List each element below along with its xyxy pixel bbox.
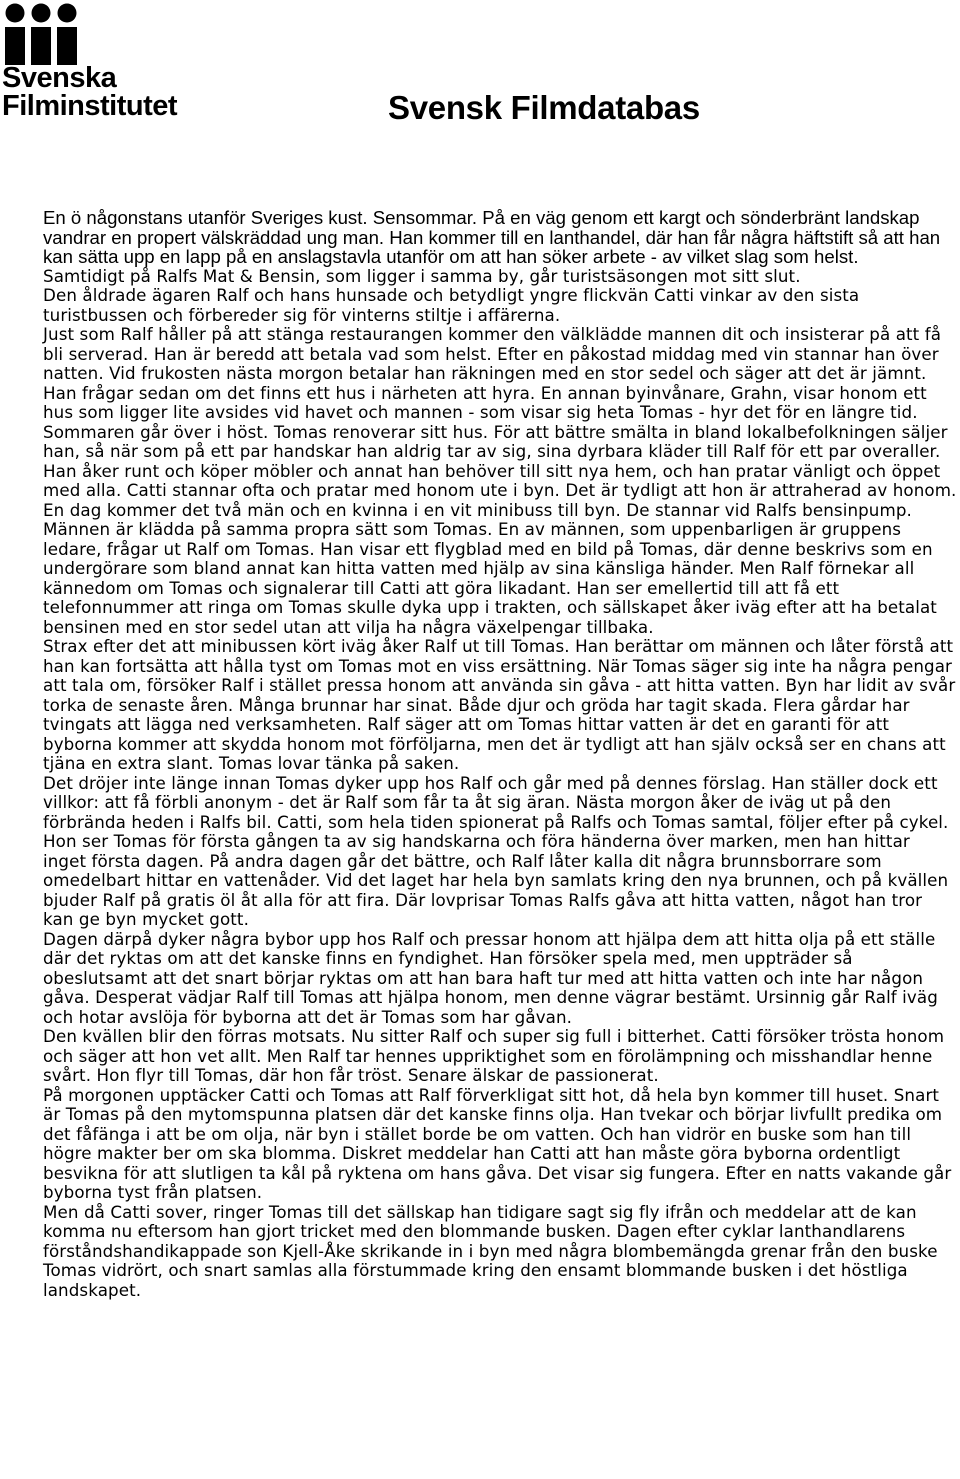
three-dots-logo-icon [4, 2, 80, 68]
logo-line-2: Filminstitutet [2, 90, 178, 122]
synopsis-paragraph: Den åldrade ägaren Ralf och hans hunsade och betydligt yngre flickvän Catti vinkar av den sista turistbussen och förbereder sig för vinterns stiltje i affärerna. [43, 285, 860, 325]
svenska-filminstitutet-logo [2, 2, 202, 127]
synopsis-paragraph: Just som Ralf håller på att stänga restaurangen kommer den välklädde mannen dit och insisterar på att få bli serverad. Han är beredd att betala vad som helst. Efter en påkostad middag med vin stannar han över natten. Vid frukosten nästa morgon betalar han räkningen med en stor sedel och säger att det är jämnt. Han frågar sedan om det finns ett hus i närheten att hyra. En annan byinvånare, Grahn, visar honom ett hus som ligger lite avsides vid havet och mannen - som visar sig heta Tomas - hyr det för en längre tid. [43, 324, 942, 422]
synopsis-paragraph: En dag kommer det två män och en kvinna i en vit minibuss till byn. De stannar vid Ralfs bensinpump. Männen är klädda på samma propra sätt som Tomas. En av männen, som uppenbarligen är gruppens ledare, frågar ut Ralf om Tomas. Han visar ett flygblad med en bild på Tomas, där denne beskrivs som en undergörare som bland annat kan hitta vatten med hjälp av sina känsliga händer. Men Ralf förnekar all kännedom om Tomas och signalerar till Catti att göra likadant. Han ser emellertid till att få ett telefonnummer att ringa om Tomas skulle dyka upp i trakten, och sällskapet åker iväg efter att ha betalat bensinen med en stor sedel utan att vilja ha några växelpengar tillbaka. [43, 499, 937, 637]
synopsis-paragraph: Sommaren går över i höst. Tomas renoverar sitt hus. För att bättre smälta in bland lokalbefolkningen säljer han, så när som på ett par handskar han aldrig tar av sig, sina dyrbara kläder till Ralf för ett par overaller. Han åker runt och köper möbler och annat han behöver till sitt nya hem, och han pratar vänligt och öppet med alla. Catti stannar ofta och pratar med honom ute i byn. Det är tydligt att hon är attraherad av honom. [43, 421, 957, 500]
synopsis-paragraph: Men då Catti sover, ringer Tomas till det sällskap han tidigare sagt sig fly ifrån och meddelar att de kan komma nu eftersom han gjort tricket med den blommande busken. Dagen efter cyklar lanthandlarens förståndshandikappade son Kjell-Åke skrikande in i byn med några blombemängda grenar från den buske Tomas vidrört, och snart samlas alla förstummade kring den ensamt blommande busken i det höstliga landskapet. [43, 1201, 938, 1300]
synopsis-paragraph: På morgonen upptäcker Catti och Tomas att Ralf förverkligat sitt hot, då hela byn kommer till huset. Snart är Tomas på den mytomspunna platsen där det kanske finns olja. Han tvekar och börjar livfullt predika om det fåfänga i att be om olja, när byn i stället borde be om vatten. Och han vidrör en buske som han till högre makter ber om ska blomma. Diskret meddelar han Catti att han måste göra byborna ordentligt besvikna för att slutligen ta kål på ryktena om hans gåva. Det visar sig fungera. Efter en natts vakande går byborna tyst från platsen. [43, 1084, 952, 1202]
synopsis-paragraph: Den kvällen blir den förras motsats. Nu sitter Ralf och super sig full i bitterhet. Catti försöker trösta honom och säger att hon vet allt. Men Ralf tar hennes uppriktighet som en förolämpning och misshandlar henne svårt. Hon flyr till Tomas, där hon får tröst. Senare älskar de passionerat. [43, 1026, 945, 1085]
synopsis-body [43, 267, 957, 1301]
synopsis-intro: En ö någonstans utanför Sveriges kust. Sensommar. På en väg genom ett kargt och sönderbränt landskap vandrar en propert välskräddad ung man. Han kommer till en lanthandel, där han får några häftstift så att han kan sätta upp en lapp på en anslagstavla utanför om att han söker arbete - av vilket slag som helst. [43, 207, 941, 267]
synopsis-paragraph: Strax efter det att minibussen kört iväg åker Ralf ut till Tomas. Han berättar om männen och låter förstå att han kan fortsätta att hålla tyst om Tomas mot en viss ersättning. När Tomas säger sig inte ha några pengar att tala om, försöker Ralf i stället pressa honom att använda sin gåva - att hitta vatten. Byn har lidit av svår torka de senaste åren. Många brunnar har sinat. Både djur och gröda har tagit skada. Flera gårdar har tvingats att lägga ned verksamheten. Ralf säger att om Tomas hittar vatten är det en garanti för att byborna kommer att skydda honom mot förföljarna, men det är tydligt att han själv också ser en chans att tjäna en extra slant. Tomas lovar tänka på saken. [43, 636, 956, 773]
site-title: Svensk Filmdatabas [388, 89, 700, 126]
synopsis-paragraph: Samtidigt på Ralfs Mat & Bensin, som ligger i samma by, går turistsäsongen mot sitt slut. [43, 265, 801, 286]
synopsis-paragraph: Dagen därpå dyker några bybor upp hos Ralf och pressar honom att hjälpa dem att hitta olja på ett ställe där det ryktas om att det kanske finns en fyndighet. Han försöker spela med, men uppträder så obeslutsamt att det snart börjar ryktas om att han bara haft tur med att hitta vatten och inte har någon gåva. Desperat vädjar Ralf till Tomas att hjälpa honom, men denne vägrar bestämt. Ursinnig går Ralf iväg och hotar avslöja för byborna att det är Tomas som har gåvan. [43, 928, 938, 1027]
logo-line-1: Svenska [2, 62, 117, 94]
logo-wordmark [2, 64, 177, 120]
film-synopsis [43, 208, 957, 1300]
synopsis-paragraph: Det dröjer inte länge innan Tomas dyker upp hos Ralf och går med på dennes förslag. Han ställer dock ett villkor: att få förbli anonym - det är Ralf som får ta åt sig äran. Nästa morgon åker de iväg ut på den förbrända heden i Ralfs bil. Catti, som hela tiden spionerat på Ralfs och Tomas samtal, följer efter på cykel. Hon ser Tomas för första gången ta av sig handskarna och föra händerna över marken, men han hittar inget första dagen. På andra dagen går det bättre, och Ralf låter kalla dit några brunnsborrare som omedelbart hittar en vattenåder. Vid det laget har hela byn samlats kring den nya brunnen, och på kvällen bjuder Ralf på gratis öl åt alla för att fira. Där lovprisar Tomas Ralfs gåva att hitta vatten, något han tror kan ge byn mycket gott. [43, 772, 949, 929]
